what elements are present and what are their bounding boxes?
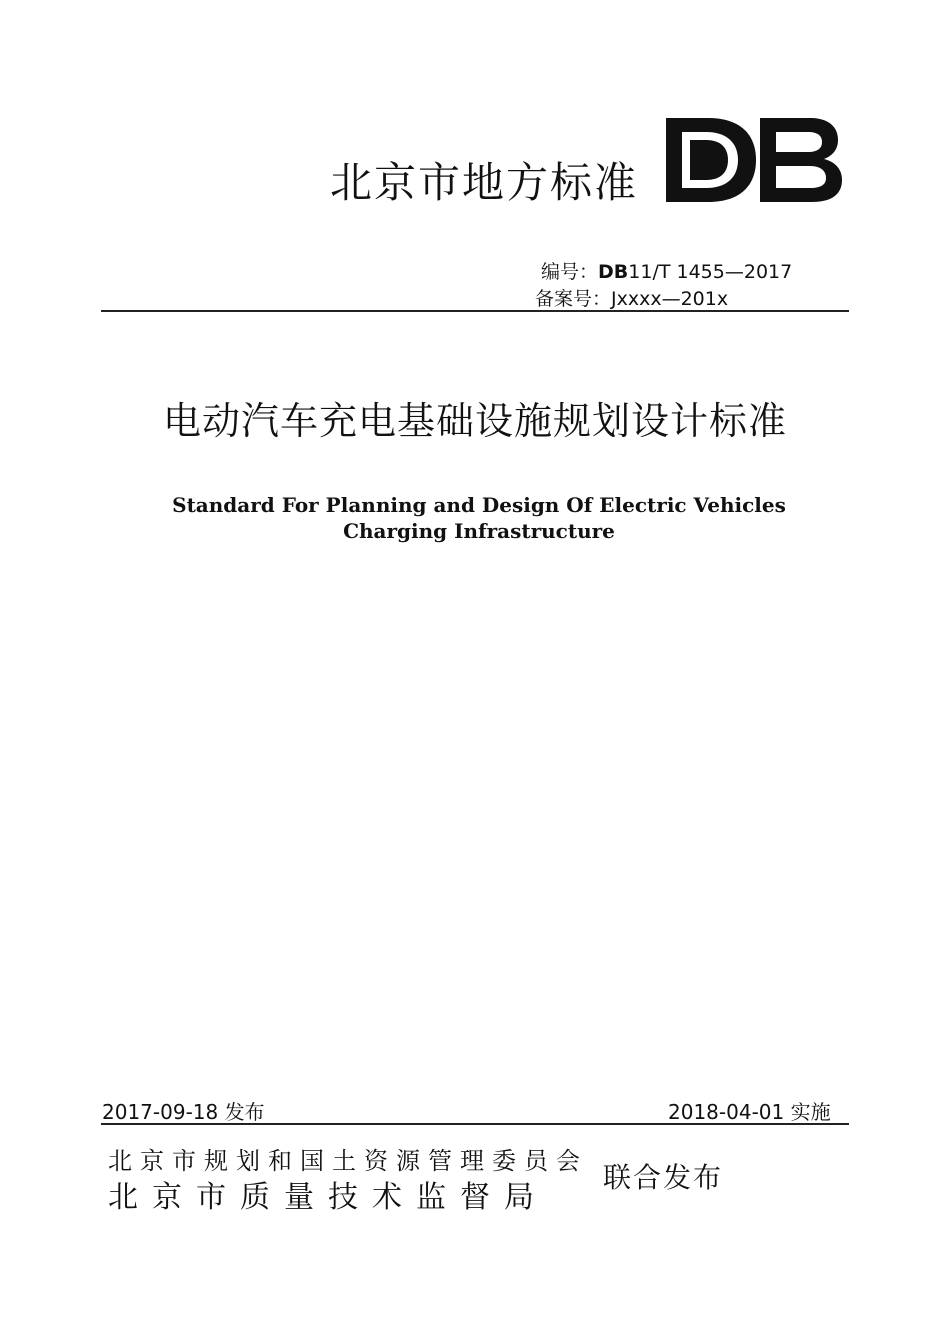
joint-issue-label: 联合发布 [603,1161,724,1194]
effective-date: 2018-04-01 实施 [668,1100,831,1124]
standard-type-heading: 北京市地方标准 [330,158,639,207]
document-title-chinese: 电动汽车充电基础设施规划设计标准 [162,399,787,443]
document-title-english-line1: Standard For Planning and Design Of Electric Vehicles [172,493,786,517]
standard-number-prefix: DB [598,261,629,283]
standard-number [541,257,792,284]
db-logo [664,112,842,208]
standard-number-label: 编号： [541,261,599,283]
record-number [535,284,728,311]
document-title-english-line2: Charging Infrastructure [343,519,615,543]
record-number-label: 备案号： [535,288,612,310]
record-number-value: Jxxxx—201x [611,288,729,310]
issuer-quality-bureau: 北京市质量技术监督局 [108,1180,548,1215]
publish-date: 2017-09-18 发布 [102,1100,265,1124]
issuer-planning-commission: 北京市规划和国土资源管理委员会 [108,1147,588,1175]
standard-number-value: 11/T 1455—2017 [628,261,793,283]
header-divider [101,310,849,312]
footer-divider [101,1123,849,1125]
